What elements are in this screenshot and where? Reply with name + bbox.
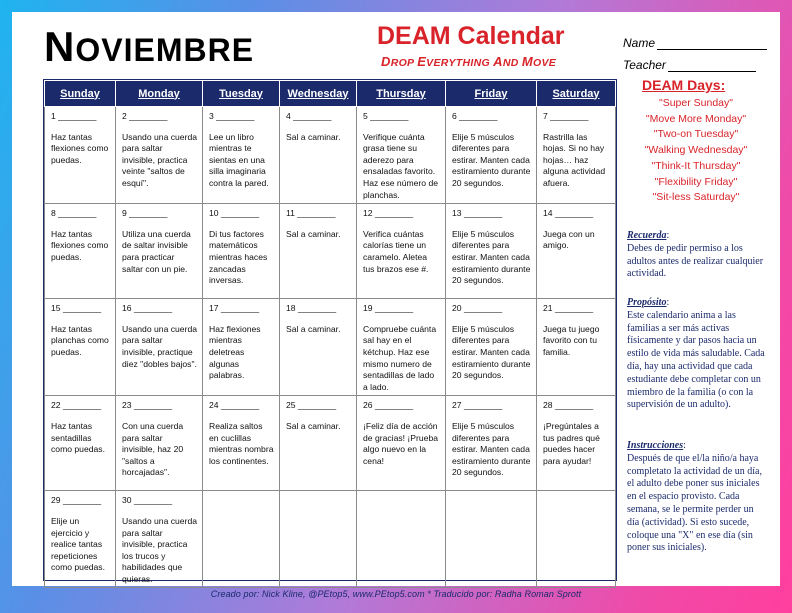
weekday-friday: Friday xyxy=(446,81,537,107)
calendar-week-row xyxy=(45,491,616,588)
day-number-initials[interactable]: 28 ________ xyxy=(543,400,594,411)
weekday-saturday: Saturday xyxy=(537,81,616,107)
recuerda-heading: Recuerda xyxy=(627,230,667,241)
day-number-initials[interactable]: 10 ________ xyxy=(209,208,260,219)
day-activity: Usando una cuerda para saltar invisible, practica veinte "saltos de esquí". xyxy=(122,131,198,188)
calendar-table xyxy=(44,80,616,588)
day-number-initials[interactable]: 9 ________ xyxy=(122,208,168,219)
day-activity: Utiliza una cuerda de saltar invisible para practicar saltar con un pie. xyxy=(122,228,191,274)
day-cell[interactable] xyxy=(357,396,446,491)
day-cell[interactable] xyxy=(280,107,357,204)
day-cell[interactable] xyxy=(116,491,203,588)
recuerda-text: Debes de pedir permiso a los adultos antes de realizar cualquier actividad. xyxy=(627,242,764,280)
day-cell[interactable] xyxy=(203,107,280,204)
footer-credit: Creado por: Nick Kline, @PEtop5, www.PEtop5.com * Traducido por: Radha Roman Sprott xyxy=(210,589,582,599)
day-activity: Elije un ejercicio y realice tantas repeticiones como puedas. xyxy=(51,515,105,573)
day-cell[interactable] xyxy=(45,204,116,299)
day-number-initials[interactable]: 16 ________ xyxy=(122,303,173,314)
proposito-heading: Propósito xyxy=(627,297,667,308)
instrucciones-heading: Instrucciones xyxy=(627,440,684,451)
day-number-initials[interactable]: 7 ________ xyxy=(543,111,589,121)
month-title xyxy=(44,23,255,70)
proposito-text: Este calendario anima a las familias a ser más activas físicamente y dar pasos hacia un estilo de vida más saludable. Cada día, hay una actividad que cada estudiante debe completar con un miembro de la familia (o con la supervisión de un adulto). xyxy=(627,309,765,411)
day-cell[interactable] xyxy=(446,107,537,204)
month-title-initial: N xyxy=(44,23,76,70)
day-number-initials[interactable]: 6 ________ xyxy=(452,111,498,121)
day-cell[interactable] xyxy=(537,204,616,299)
day-number-initials[interactable]: 2 ________ xyxy=(122,111,168,121)
name-label: Name xyxy=(623,36,656,50)
calendar-grid xyxy=(43,79,617,584)
day-activity: Elije 5 músculos diferentes para estirar. Manten cada estiramiento durante 20 segundos. xyxy=(452,420,531,478)
day-activity: Di tus factores matemáticos mientras haces zancadas inversas. xyxy=(209,228,268,286)
day-activity: Haz tantas flexiones como puedas. xyxy=(51,131,109,165)
calendar-week-row xyxy=(45,396,616,491)
day-activity: Sal a caminar. xyxy=(286,228,341,239)
day-cell[interactable] xyxy=(116,299,203,396)
day-cell[interactable] xyxy=(116,204,203,299)
day-number-initials[interactable]: 23 ________ xyxy=(122,400,173,411)
deam-day-monday: "Move More Monday" xyxy=(645,112,747,125)
day-activity: Usando una cuerda para saltar invisible, practique diez "dobles bajos". xyxy=(122,323,198,369)
day-number-initials[interactable]: 19 ________ xyxy=(363,303,414,314)
day-activity: Elije 5 músculos diferentes para estirar. Manten cada estiramiento durante 20 segundos. xyxy=(452,131,531,188)
weekday-thursday: Thursday xyxy=(357,81,446,107)
day-activity: Haz tantas sentadillas como puedas. xyxy=(51,420,105,455)
day-number-initials[interactable]: 15 ________ xyxy=(51,303,102,314)
day-activity: Sal a caminar. xyxy=(286,420,341,431)
day-cell[interactable] xyxy=(203,396,280,491)
instrucciones-note: Instrucciones: Después de que el/la niño/a haya completato la actividad de un día, el adulto debe poner sus iniciales en el espacio provisto. Cada semana, se le permite perder un día (actividad). Si esto sucede, coloque una "X" en ese día (sin poner sus iniciales). xyxy=(627,440,762,554)
day-activity: Haz tantas flexiones como puedas. xyxy=(51,228,109,262)
day-number-initials[interactable]: 20 ________ xyxy=(452,303,503,314)
proposito-note: Propósito: Este calendario anima a las familias a ser más activas físicamente y dar pasos hacia un estilo de vida más saludable. Cada día, hay una actividad que cada estudiante debe completar con un miembro de la familia (o con la supervisión de un adulto). xyxy=(627,297,765,411)
day-cell[interactable] xyxy=(446,204,537,299)
day-number-initials[interactable]: 5 ________ xyxy=(363,111,409,121)
day-activity: Juega con un amigo. xyxy=(543,228,595,251)
day-number-initials[interactable]: 1 ________ xyxy=(51,111,97,121)
day-number-initials[interactable]: 14 ________ xyxy=(543,208,594,219)
day-cell[interactable] xyxy=(446,396,537,491)
deam-day-tuesday: "Two-on Tuesday" xyxy=(653,128,739,141)
day-cell[interactable] xyxy=(357,107,446,204)
weekday-tuesday: Tuesday xyxy=(203,81,280,107)
day-cell xyxy=(537,491,616,588)
day-cell xyxy=(446,491,537,588)
weekday-monday: Monday xyxy=(116,81,203,107)
day-cell[interactable] xyxy=(537,299,616,396)
day-cell[interactable] xyxy=(203,299,280,396)
weekday-wednesday: Wednesday xyxy=(280,81,357,107)
teacher-line[interactable] xyxy=(668,59,756,72)
day-number-initials[interactable]: 27 ________ xyxy=(452,400,503,411)
day-cell[interactable] xyxy=(537,107,616,204)
day-activity: Elije 5 músculos diferentes para estirar. Manten cada estiramiento durante 20 segundos. xyxy=(452,228,531,286)
day-cell[interactable] xyxy=(203,204,280,299)
day-activity: Usando una cuerda para saltar invisible, practica los trucos y habilidades que quieras. xyxy=(122,515,198,584)
day-activity: Haz tantas planchas como puedas. xyxy=(51,323,109,357)
day-activity: Verifique cuánta grasa tiene su aderezo para ensaladas favorito. Haz ese número de planchas. xyxy=(363,131,438,200)
day-number-initials[interactable]: 12 ________ xyxy=(363,208,414,219)
day-cell[interactable] xyxy=(357,204,446,299)
day-cell[interactable] xyxy=(45,107,116,204)
day-cell xyxy=(203,491,280,588)
day-activity: Sal a caminar. xyxy=(286,323,341,334)
day-activity: Con una cuerda para saltar invisible, haz 20 "saltos a horcajadas". xyxy=(122,420,184,478)
day-activity: Verifica cuántas calorías tiene un caramelo. Aletea tus brazos ese #. xyxy=(363,228,429,274)
deam-days-title: DEAM Days: xyxy=(642,77,726,93)
recuerda-note: Recuerda: Debes de pedir permiso a los adultos antes de realizar cualquier actividad. xyxy=(627,230,764,280)
deam-day-thursday: "Think-It Thursday" xyxy=(651,159,741,172)
day-activity: Juega tu juego favorito con tu familia. xyxy=(543,323,600,357)
day-activity: Compruebe cuánta sal hay en el kétchup. Haz ese mismo numero de sentadillas de lado a lado. xyxy=(363,323,437,392)
day-activity: Rastrilla las hojas. Si no hay hojas… haz alguna actividad afuera. xyxy=(543,131,606,188)
calendar-week-row xyxy=(45,107,616,204)
day-cell[interactable] xyxy=(45,299,116,396)
day-number-initials[interactable]: 17 ________ xyxy=(209,303,260,314)
day-activity: ¡Pregúntales a tus padres qué puedes hacer para ayudar! xyxy=(543,420,600,466)
day-cell xyxy=(280,491,357,588)
teacher-label: Teacher xyxy=(623,58,666,72)
day-number-initials[interactable]: 29 ________ xyxy=(51,495,102,506)
day-cell[interactable] xyxy=(116,396,203,491)
day-number-initials[interactable]: 11 ________ xyxy=(286,208,336,219)
day-number-initials[interactable]: 30 ________ xyxy=(122,495,173,506)
day-number-initials[interactable]: 24 ________ xyxy=(209,400,260,411)
name-line[interactable] xyxy=(657,37,767,50)
day-cell[interactable] xyxy=(537,396,616,491)
day-cell[interactable] xyxy=(45,491,116,588)
calendar-week-row xyxy=(45,299,616,396)
teacher-field[interactable] xyxy=(623,58,756,72)
month-title-rest: OVIEMBRE xyxy=(75,32,255,68)
name-field[interactable] xyxy=(623,36,767,50)
deam-day-sunday: "Super Sunday" xyxy=(658,97,733,109)
weekday-header-row xyxy=(45,81,616,107)
day-number-initials[interactable]: 26 ________ xyxy=(363,400,414,411)
deam-subtitle: DROP EVERYTHING AND MOVE xyxy=(381,54,557,69)
day-cell[interactable] xyxy=(45,396,116,491)
day-number-initials[interactable]: 25 ________ xyxy=(286,400,337,411)
day-cell xyxy=(357,491,446,588)
day-cell[interactable] xyxy=(280,299,357,396)
day-number-initials[interactable]: 21 ________ xyxy=(543,303,594,314)
deam-calendar-title: DEAM Calendar xyxy=(377,22,565,50)
day-number-initials[interactable]: 13 ________ xyxy=(452,208,503,219)
day-cell[interactable] xyxy=(357,299,446,396)
calendar-week-row xyxy=(45,204,616,299)
day-cell[interactable] xyxy=(280,396,357,491)
day-number-initials[interactable]: 18 ________ xyxy=(286,303,337,314)
day-activity: ¡Feliz día de acción de gracias! ¡Prueba algo nuevo en la cena! xyxy=(363,420,438,466)
day-activity: Sal a caminar. xyxy=(286,131,341,142)
deam-day-wednesday: "Walking Wednesday" xyxy=(644,144,748,157)
day-number-initials[interactable]: 22 ________ xyxy=(51,400,102,411)
day-cell[interactable] xyxy=(116,107,203,204)
day-number-initials[interactable]: 8 ________ xyxy=(51,208,97,219)
day-activity: Elije 5 músculos diferentes para estirar. Manten cada estiramiento durante 20 segundos. xyxy=(452,323,531,381)
day-number-initials[interactable]: 4 ________ xyxy=(286,111,332,121)
deam-day-saturday: "Sit-less Saturday" xyxy=(652,191,740,204)
day-cell[interactable] xyxy=(446,299,537,396)
day-activity: Haz flexiones mientras deletreas algunas palabras. xyxy=(209,323,261,381)
deam-days-panel xyxy=(624,78,768,206)
day-number-initials[interactable]: 3 ________ xyxy=(209,111,255,121)
deam-day-friday: "Flexibility Friday" xyxy=(654,175,738,188)
day-activity: Realiza saltos en cuclillas mientras nombra los continentes. xyxy=(209,420,274,466)
weekday-sunday: Sunday xyxy=(45,81,116,107)
day-activity: Lee un libro mientras te sientas en una silla imaginaria contra la pared. xyxy=(209,131,269,188)
day-cell[interactable] xyxy=(280,204,357,299)
instrucciones-text: Después de que el/la niño/a haya completato la actividad de un día, el adulto debe poner sus iniciales en el espacio provisto. Cada semana, se le permite perder un día (actividad). Si esto sucede, coloque una "X" en ese día (sin poner sus iniciales). xyxy=(627,452,762,554)
